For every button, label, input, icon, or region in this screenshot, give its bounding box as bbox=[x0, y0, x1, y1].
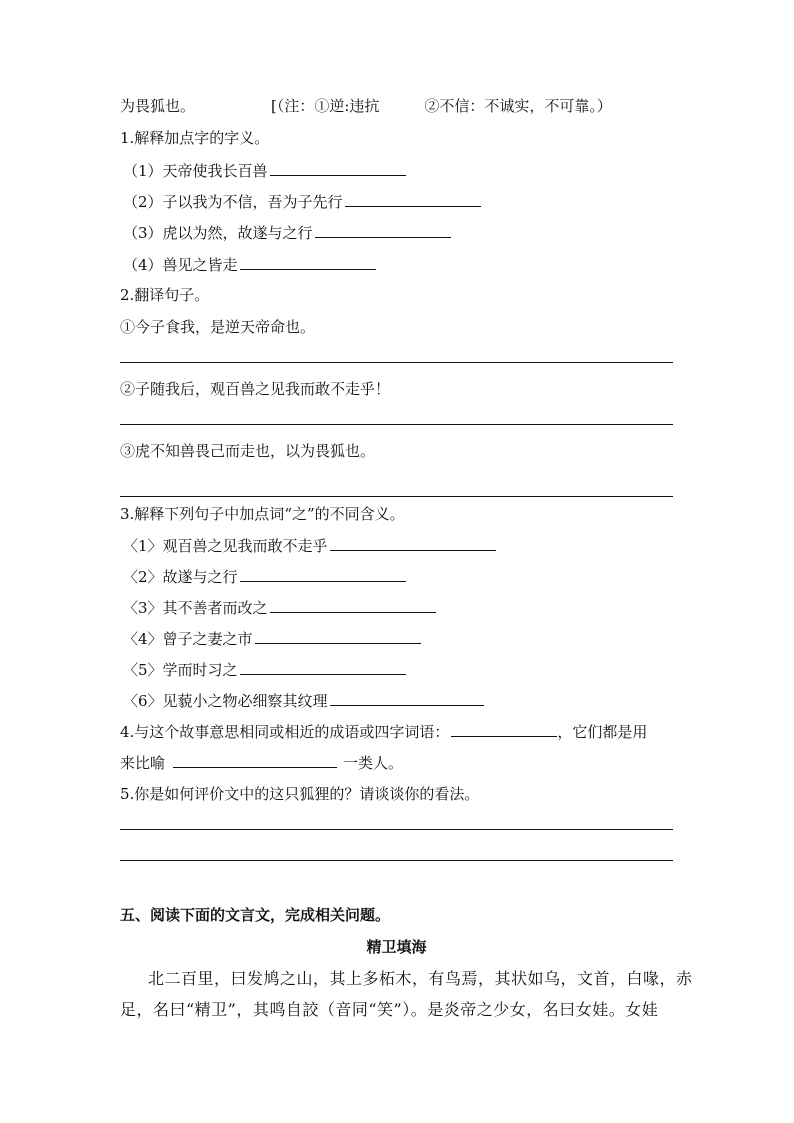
q3-answer-blank-3[interactable] bbox=[270, 598, 436, 613]
q3-item-3-text: 〈3〉其不善者而改之 bbox=[123, 599, 268, 617]
q4-metaphor-blank[interactable] bbox=[173, 753, 337, 768]
q4-metaphor-label: 来比喻 bbox=[120, 754, 166, 772]
q5-title: 5.你是如何评价文中的这只狐狸的？请谈谈你的看法。 bbox=[120, 785, 480, 803]
q3-item-4-text: 〈4〉曾子之妻之市 bbox=[123, 630, 253, 648]
q5-answer-line-1[interactable] bbox=[120, 829, 673, 830]
section-five-heading: 五、阅读下面的文言文，完成相关问题。 bbox=[120, 906, 391, 924]
q1-item-4 bbox=[123, 255, 376, 274]
q4-prompt-continued: ，它们都是用 bbox=[557, 723, 648, 741]
annotation-note: [（注：①逆:违抗 ②不信：不诚实，不可靠。） bbox=[271, 97, 612, 115]
q1-item-2 bbox=[123, 192, 481, 211]
passage-tail-text: 为畏狐也。 bbox=[120, 97, 196, 115]
q2-answer-line-3[interactable] bbox=[120, 496, 673, 497]
q1-item-1-text: （1）天帝使我长百兽 bbox=[123, 162, 268, 180]
q1-answer-blank-3[interactable] bbox=[315, 223, 451, 238]
q1-item-4-text: （4）兽见之皆走 bbox=[123, 256, 238, 274]
q1-item-3-text: （3）虎以为然，故遂与之行 bbox=[123, 224, 313, 242]
q3-answer-blank-1[interactable] bbox=[330, 536, 496, 551]
q3-title: 3.解释下列句子中加点词“之”的不同含义。 bbox=[120, 505, 405, 523]
passage-line-1-text: 北二百里，曰发鸠之山，其上多柘木，有鸟焉，其状如乌，文首，白喙，赤 bbox=[148, 969, 693, 988]
q5-answer-line-2[interactable] bbox=[120, 860, 673, 861]
q2-sentence-2: ②子随我后，观百兽之见我而敢不走乎！ bbox=[120, 380, 391, 398]
q3-item-1 bbox=[123, 536, 496, 555]
q3-answer-blank-4[interactable] bbox=[255, 629, 421, 644]
passage-line-1 bbox=[120, 969, 693, 988]
q3-item-4 bbox=[123, 629, 421, 648]
q4-line-1 bbox=[120, 722, 647, 741]
q2-answer-line-2[interactable] bbox=[120, 424, 673, 425]
q3-answer-blank-2[interactable] bbox=[240, 567, 406, 582]
q1-answer-blank-1[interactable] bbox=[270, 161, 406, 176]
q3-item-2-text: 〈2〉故遂与之行 bbox=[123, 568, 238, 586]
q1-answer-blank-4[interactable] bbox=[240, 255, 376, 270]
q4-prompt: 4.与这个故事意思相同或相近的成语或四字词语： bbox=[120, 723, 450, 741]
passage-line-2: 足，名曰“精卫”，其鸣自詨（音同“笑”）。是炎帝之少女，名曰女娃。女娃 bbox=[120, 1000, 659, 1019]
q1-item-2-text: （2）子以我为不信，吾为子先行 bbox=[123, 193, 343, 211]
q2-title: 2.翻译句子。 bbox=[120, 286, 210, 304]
passage-tail-line bbox=[120, 97, 612, 115]
q3-item-5-text: 〈5〉学而时习之 bbox=[123, 661, 238, 679]
q3-answer-blank-5[interactable] bbox=[240, 660, 406, 675]
q3-item-2 bbox=[123, 567, 406, 586]
q1-item-1 bbox=[123, 161, 406, 180]
q2-sentence-1: ①今子食我，是逆天帝命也。 bbox=[120, 318, 316, 336]
q3-item-6-text: 〈6〉见藐小之物必细察其纹理 bbox=[123, 692, 328, 710]
q3-item-6 bbox=[123, 691, 484, 710]
q4-line-2 bbox=[120, 753, 403, 772]
q1-title: 1.解释加点字的字义。 bbox=[120, 129, 270, 147]
q3-item-3 bbox=[123, 598, 436, 617]
q1-answer-blank-2[interactable] bbox=[345, 192, 481, 207]
q4-tail: 一类人。 bbox=[343, 754, 404, 772]
q3-answer-blank-6[interactable] bbox=[330, 691, 484, 706]
q2-sentence-3: ③虎不知兽畏己而走也，以为畏狐也。 bbox=[120, 442, 376, 460]
q1-item-3 bbox=[123, 223, 451, 242]
q4-idiom-blank[interactable] bbox=[451, 722, 557, 737]
q2-answer-line-1[interactable] bbox=[120, 362, 673, 363]
q3-item-1-text: 〈1〉观百兽之见我而敢不走乎 bbox=[123, 537, 328, 555]
passage-title: 精卫填海 bbox=[366, 938, 427, 956]
q3-item-5 bbox=[123, 660, 406, 679]
